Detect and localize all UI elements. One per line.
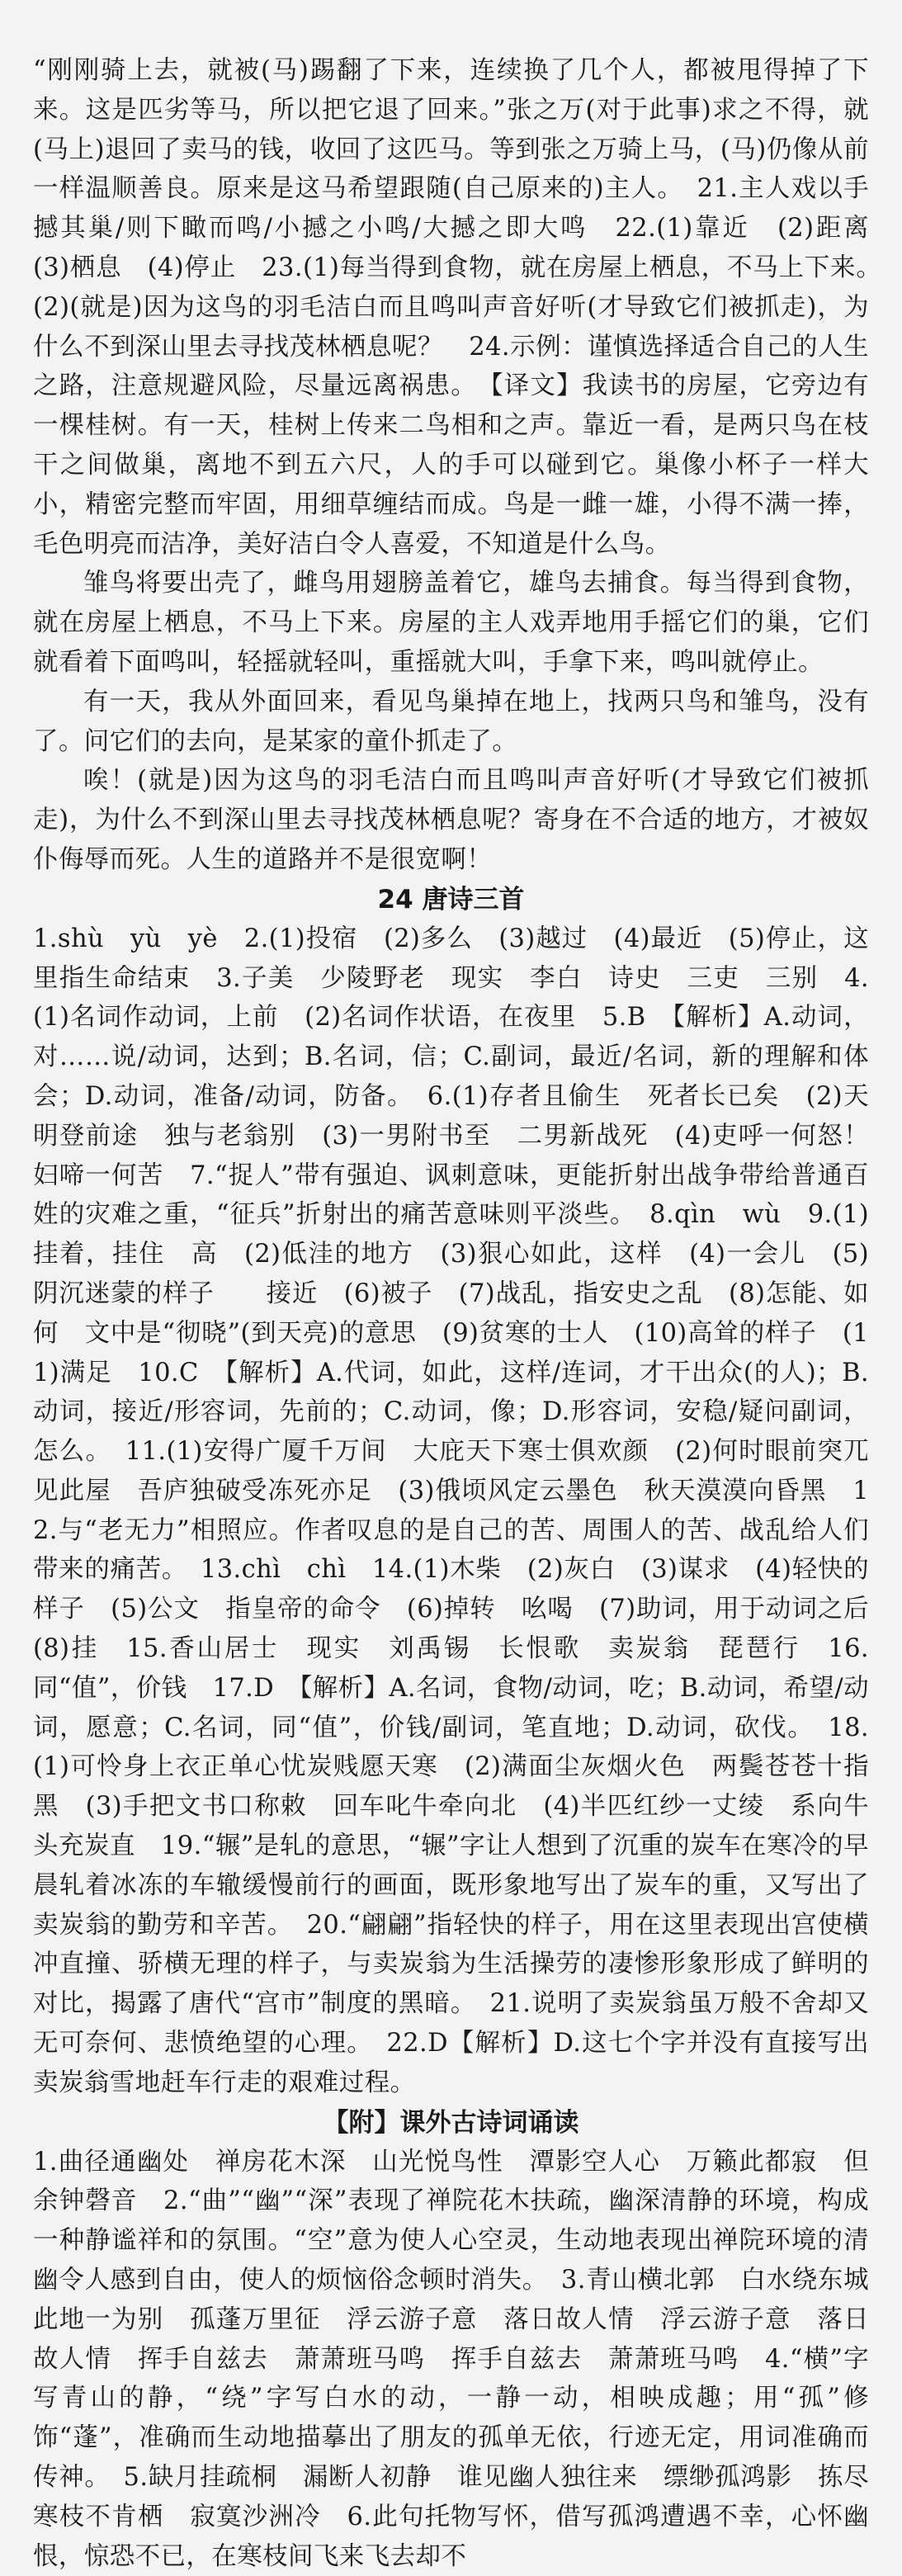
translation-paragraph <box>33 564 869 682</box>
text-line: 的意思，“辗”字让人想到了沉重的炭车在寒冷的早晨轧着冰冻的车辙缓慢前 <box>33 1832 870 1900</box>
section-title-appendix: 【附】课外古诗词诵读 <box>323 2107 579 2138</box>
text-line: 走)，为什么不到深山里去寻找茂林栖息呢？寄身在不合适的地方，才被奴仆 <box>33 806 869 874</box>
text-line: 备。 6.(1)存者且偷生 死者长已矣 (2)天明登前途 独与老翁别 (3)一 <box>33 1081 870 1151</box>
text-line: 唉！(就是)因为这鸟的羽毛洁白而且鸣叫声音好听(才导致它们被抓 <box>83 766 869 796</box>
text-line: 男附书至 二男新战死 (4)吏呼一何怒！妇啼一何苦 7.“捉人”带有强迫、 <box>33 1121 870 1190</box>
text-line: 谧祥和的氛围。“空”意为使人心空灵，生动地表现出禅院环境的清幽令人感 <box>33 2226 870 2295</box>
text-line: 侮辱而死。人生的道路并不是很宽啊！ <box>58 844 493 874</box>
text-line: 鸟的羽毛洁白而且鸣叫声音好听(才导致它们被抓走)，为什么不到深山里去 <box>33 292 869 362</box>
text-line: 暗。 21.说明了卖炭翁虽万般不舍却又无可奈何、悲愤绝望的心理。 22.D <box>33 1989 869 2058</box>
text-line: 达到；B.名词，信；C.副词，最近/名词，新的理解和体会；D.动词，准备/动词，防 <box>33 1042 869 1111</box>
text-line: 名词，同“值”，价钱/副词，笔直地；D.动词，砍伐。 18.(1)可怜身上衣正单 <box>33 1713 870 1782</box>
text-line: 生命结束 3.子美 少陵野老 现实 李白 诗史 三吏 三别 4.(1)名词 <box>33 963 869 1033</box>
answer-paragraph <box>33 51 895 564</box>
continuation-block <box>33 51 895 880</box>
text-line: “翩翩”指轻快的样子，用在这里表现出宫使横冲直撞、骄横无理的样子，与卖 <box>33 1910 869 1979</box>
text-line: 向昏黑 12.与“老无力”相照应。作者叹息的是自己的苦、周围人的苦、战乱给 <box>33 1476 869 1545</box>
text-line: 了卖马的钱，收回了这匹马。等到张之万骑上马，(马)仍像从前一样温顺善 <box>33 135 869 204</box>
text-line: 行的画面，既形象地写出了炭车的重，又写出了卖炭翁的勤劳和辛苦。 20. <box>33 1870 869 1940</box>
text-line: (8)挂 15.香山居士 现实 刘禹锡 长恨歌 卖炭翁 琵琶行 16.同 <box>33 1634 869 1703</box>
text-line: 有一天，我从外面回来，看见鸟巢掉在地上，找两只鸟和雏鸟，没有了。问 <box>33 687 869 756</box>
text-line: 到自由，使人的烦恼俗念顿时消失。 3.青山横北郭 白水绕东城 此地一为 <box>33 2266 895 2334</box>
text-line: 心忧炭贱愿天寒 (2)满面尘灰烟火色 两鬓苍苍十指黑 (3)手把文书口称 <box>33 1752 870 1822</box>
text-line: 是匹劣等马，所以把它退了回来。”张之万(对于此事)求之不得，就(马上)退回 <box>33 95 869 164</box>
text-line: 人们带来的痛苦。 13.chì chì 14.(1)木柴 (2)灰白 (3)谋求 (4)轻快 <box>33 1515 869 1585</box>
text-line: 味则平淡些。 8.qìn wù 9.(1)挂着，挂住 高 (2)低洼的地方 (3)狠心 <box>33 1200 869 1269</box>
text-line: “值”，价钱 17.D 【解析】A.名词，食物/动词，吃；B.动词，希望/动词，愿意；C. <box>33 1673 869 1742</box>
text-line: 稳/疑问副词，怎么。 11.(1)安得广厦千万间 大庇天下寒士俱欢颜 (2)何 <box>33 1397 870 1467</box>
text-line: 寻找茂林栖息呢？ 24.示例：谨慎选择适合自己的人生之路，注意规避风险， <box>33 332 869 401</box>
text-line: 连词，才干出众(的人)；B.动词，接近/形容词，先前的；C.动词，像；D.形容词，安 <box>33 1358 869 1427</box>
text-line: 句托物写怀，借写孤鸿遭遇不幸，心怀幽恨，惊恐不已，在寒枝间飞来飞去却不 <box>33 2502 869 2571</box>
text-line: 面鸣叫，轻摇就轻叫，重摇就大叫，手拿下来，鸣叫就停止。 <box>135 647 824 677</box>
text-line: 尽量远离祸患。 【译文】我读书的房屋，它旁边有一棵桂树。有一天，桂树上 <box>33 371 869 441</box>
text-line: 炭翁为生活操劳的凄惨形象形成了鲜明的对比，揭露了唐代“宫市”制度的黑 <box>33 1950 869 2019</box>
text-line: 出了朋友的孤单无依，行迹无定，用词准确而传神。 5.缺月挂疏桐 漏断人 <box>33 2423 870 2493</box>
text-line: 初静 谁见幽人独往来 缥缈孤鸿影 拣尽寒枝不肯栖 寂寞沙洲冷 6.此 <box>33 2463 869 2531</box>
text-line: 雏鸟将要出壳了，雌鸟用翅膀盖着它，雄鸟去捕食。每当得到食物，就在 <box>33 569 869 638</box>
text-line: 战乱，指安史之乱 (8)怎能、如何 文中是“彻晓”(到天亮)的意思 (9) <box>33 1279 869 1348</box>
text-line: 别 孤蓬万里征 浮云游子意 落日故人情 浮云游子意 落日故人情 挥 <box>33 2304 869 2374</box>
answer-paragraph <box>33 2143 895 2576</box>
text-line: 1.shù yù yè 2.(1)投宿 (2)多么 (3)越过 (4)最近 (5)停止，这里指 <box>33 924 869 993</box>
text-line: 瞰而鸣/小撼之小鸣/大撼之即大鸣 22.(1)靠近 (2)距离 (3)栖息 (4)停 <box>33 214 895 282</box>
text-line: 传来二鸟相和之声。靠近一看，是两只鸟在枝干之间做巢，离地不到五六尺， <box>33 411 869 480</box>
text-line: 敕 回车叱牛牵向北 (4)半匹红纱一丈绫 系向牛头充炭直 19.“辗”是轧 <box>33 1792 869 1861</box>
translation-paragraph <box>33 683 869 762</box>
translation-paragraph <box>33 761 869 879</box>
answer-paragraph <box>33 919 895 2103</box>
text-line: 作动词，上前 (2)名词作状语，在夜里 5.B 【解析】A.动词，对……说/动词， <box>33 1003 869 1072</box>
text-line: 它们的去向，是某家的童仆抓走了。 <box>109 726 518 756</box>
text-line: 钟磬音 2.“曲”“幽”“深”表现了禅院花木扶疏，幽深清静的环境，构成一种静 <box>33 2186 869 2256</box>
text-line: 贫寒的士人 (10)高耸的样子 (11)满足 10.C 【解析】A.代词，如此，这样/ <box>33 1318 869 1387</box>
text-line: 讽刺意味，更能折射出战争带给普通百姓的灾难之重，“征兵”折射出的痛苦意 <box>33 1160 869 1230</box>
section-title-24: 24 唐诗三首 <box>377 884 525 915</box>
text-line: 时眼前突兀见此屋 吾庐独破受冻死亦足 (3)俄顷风定云墨色 秋天漠漠 <box>33 1437 869 1505</box>
text-line: 道是什么鸟。 <box>517 529 671 559</box>
text-line: “绕”字写白水的动，一静一动，相映成趣；用“孤”修饰“蓬”，准确而生动地描摹 <box>33 2384 869 2453</box>
text-line: 良。原来是这马希望跟随(自己原来的)主人。 21.主人戏以手撼其巢/则下 <box>33 174 869 243</box>
text-line: 手自兹去 萧萧班马鸣 挥手自兹去 萧萧班马鸣 4.“横”字写青山的静， <box>33 2344 869 2413</box>
text-line: 【解析】D.这七个字并没有直接写出卖炭翁雪地赶车行走的艰难过程。 <box>33 2029 869 2097</box>
text-line: 人的手可以碰到它。巢像小杯子一样大小，精密完整而牢固，用细草缠结而 <box>33 450 869 519</box>
text-line: 房屋上栖息，不马上下来。房屋的主人戏弄地用手摇它们的巢，它们就看着下 <box>33 608 869 677</box>
text-line: “刚刚骑上去，就被(马)踢翻了下来，连续换了几个人，都被甩得掉了下来。这 <box>33 56 869 125</box>
text-line: 如此，这样 (4)一会儿 (5) 阴沉迷蒙的样子 接近 (6)被子 (7) <box>33 1240 895 1308</box>
text-line: 成。鸟是一雌一雄，小得不满一捧，毛色明亮而洁净，美好洁白令人喜爱，不知 <box>33 489 869 559</box>
text-line: 的样子 (5)公文 指皇帝的命令 (6)掉转 吆喝 (7)助词，用于动词之后 <box>33 1555 869 1624</box>
text-line: 1.曲径通幽处 禅房花木深 山光悦鸟性 潭影空人心 万籁此都寂 但余 <box>33 2147 869 2216</box>
text-line: 止 23.(1)每当得到食物，就在房屋上栖息，不马上下来。 (2)(就是)因为这 <box>33 253 895 322</box>
